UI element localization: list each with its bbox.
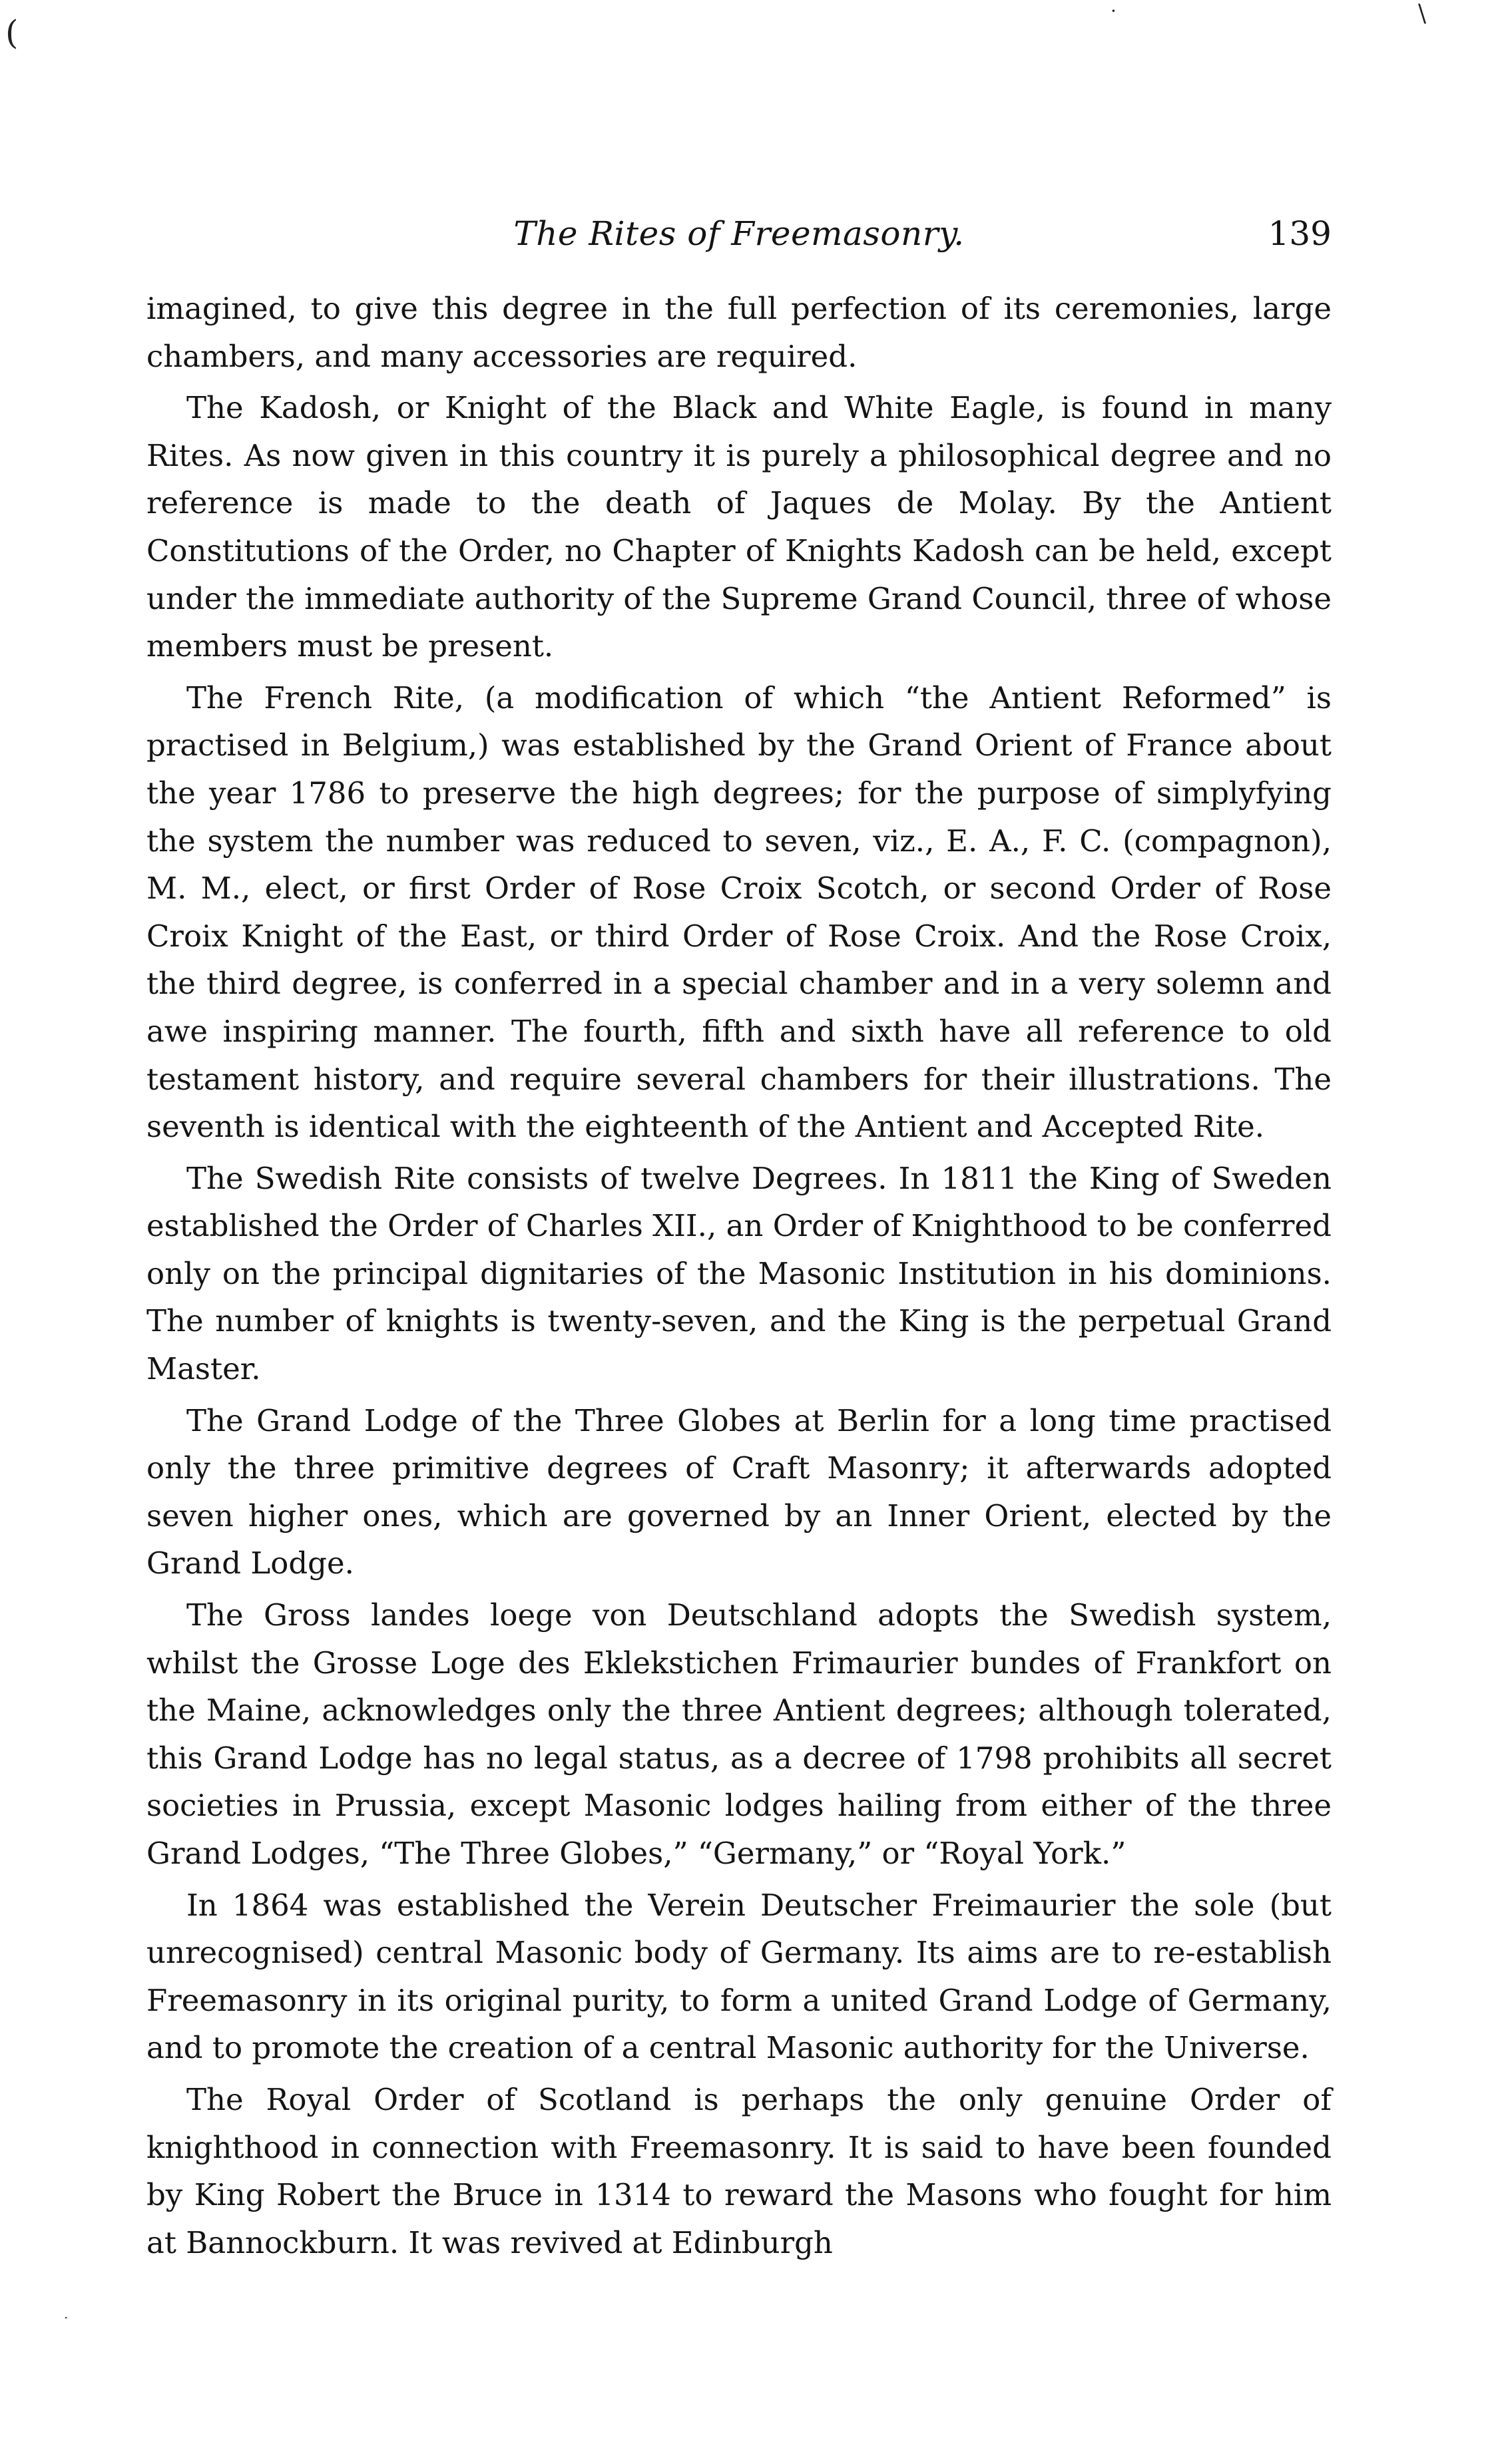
page-number: 139 <box>1268 214 1332 253</box>
margin-mark-left-bottom: · <box>64 2310 69 2326</box>
paragraph-three-globes: The Grand Lodge of the Three Globes at Berlin for a long time practised only the three primitive degrees of Craft Masonry; it afterwards adopted seven higher ones, which are governed by an Inner Orient, elected by the Grand Lodge. <box>146 1402 1332 1581</box>
paragraph-royal-order: The Royal Order of Scotland is perhaps the only genuine Order of knighthood in connection with Freemasonry. It is said to have been founded by King Robert the Bruce in 1314 to reward the Masons who fought for him at Bannockburn. It was revived at Edinburgh <box>146 2081 1332 2260</box>
paragraph-gross-landes: The Gross landes loege von Deutschland adopts the Swedish system, whilst the Grosse Loge des Eklekstichen Frimaurier bundes of Frankfort on the Maine, acknowledges only the three Antient degrees; although tolerated, this Grand Lodge has no legal status, as a decree of 1798 prohibits all secret societies in Prussia, except Masonic lodges hailing from either of the three Grand Lodges, “The Three Globes,” “Germany,” or “Royal York.” <box>146 1597 1332 1871</box>
margin-mark-right-top: \ <box>1418 0 1427 27</box>
paragraph-french-rite: The French Rite, (a modification of which “the Antient Reformed” is practised in Belgium,) was established by the Grand Orient of France about the year 1786 to preserve the high degrees; for the purpose of simplyfying the system the number was reduced to seven, viz., E. A., F. C. (compagnon), M. M., elect, or first Order of Rose Croix Scotch, or second Order of Rose Croix Knight of the East, or third Order of Rose Croix. And the Rose Croix, the third degree, is conferred in a special chamber and in a very solemn and awe inspiring manner. The fourth, fifth and sixth have all reference to old testament history, and require several chambers for their illustrations. The seventh is identical with the eighteenth of the Antient and Accepted Rite. <box>146 680 1332 1145</box>
paragraph-continued: imagined, to give this degree in the full perfection of its ceremonies, large chambers, and many accessories are required. <box>146 291 1332 374</box>
body-text <box>146 285 1332 2266</box>
paragraph-verein: In 1864 was established the Verein Deutscher Freimaurier the sole (but unrecognised) central Masonic body of Germany. Its aims are to re-establish Freemasonry in its original purity, to form a united Grand Lodge of Germany, and to promote the creation of a central Masonic authority for the Universe. <box>146 1887 1332 2066</box>
running-title: The Rites of Freemasonry. <box>513 214 965 253</box>
margin-mark-left-top: ( <box>5 13 19 52</box>
paragraph-kadosh: The Kadosh, or Knight of the Black and White Eagle, is found in many Rites. As now given in this country it is purely a philosophical degree and no reference is made to the death of Jaques de Molay. By the Antient Constitutions of the Order, no Chapter of Knights Kadosh can be held, except under the immediate authority of the Supreme Grand Council, three of whose members must be present. <box>146 390 1332 664</box>
paragraph-swedish-rite: The Swedish Rite consists of twelve Degrees. In 1811 the King of Sweden established the Order of Charles XII., an Order of Knighthood to be conferred only on the principal dignitaries of the Masonic Institution in his dominions. The number of knights is twenty-seven, and the King is the perpetual Grand Master. <box>146 1160 1332 1387</box>
margin-mark-dot-top: · <box>1111 0 1117 22</box>
page-header <box>146 214 1332 268</box>
